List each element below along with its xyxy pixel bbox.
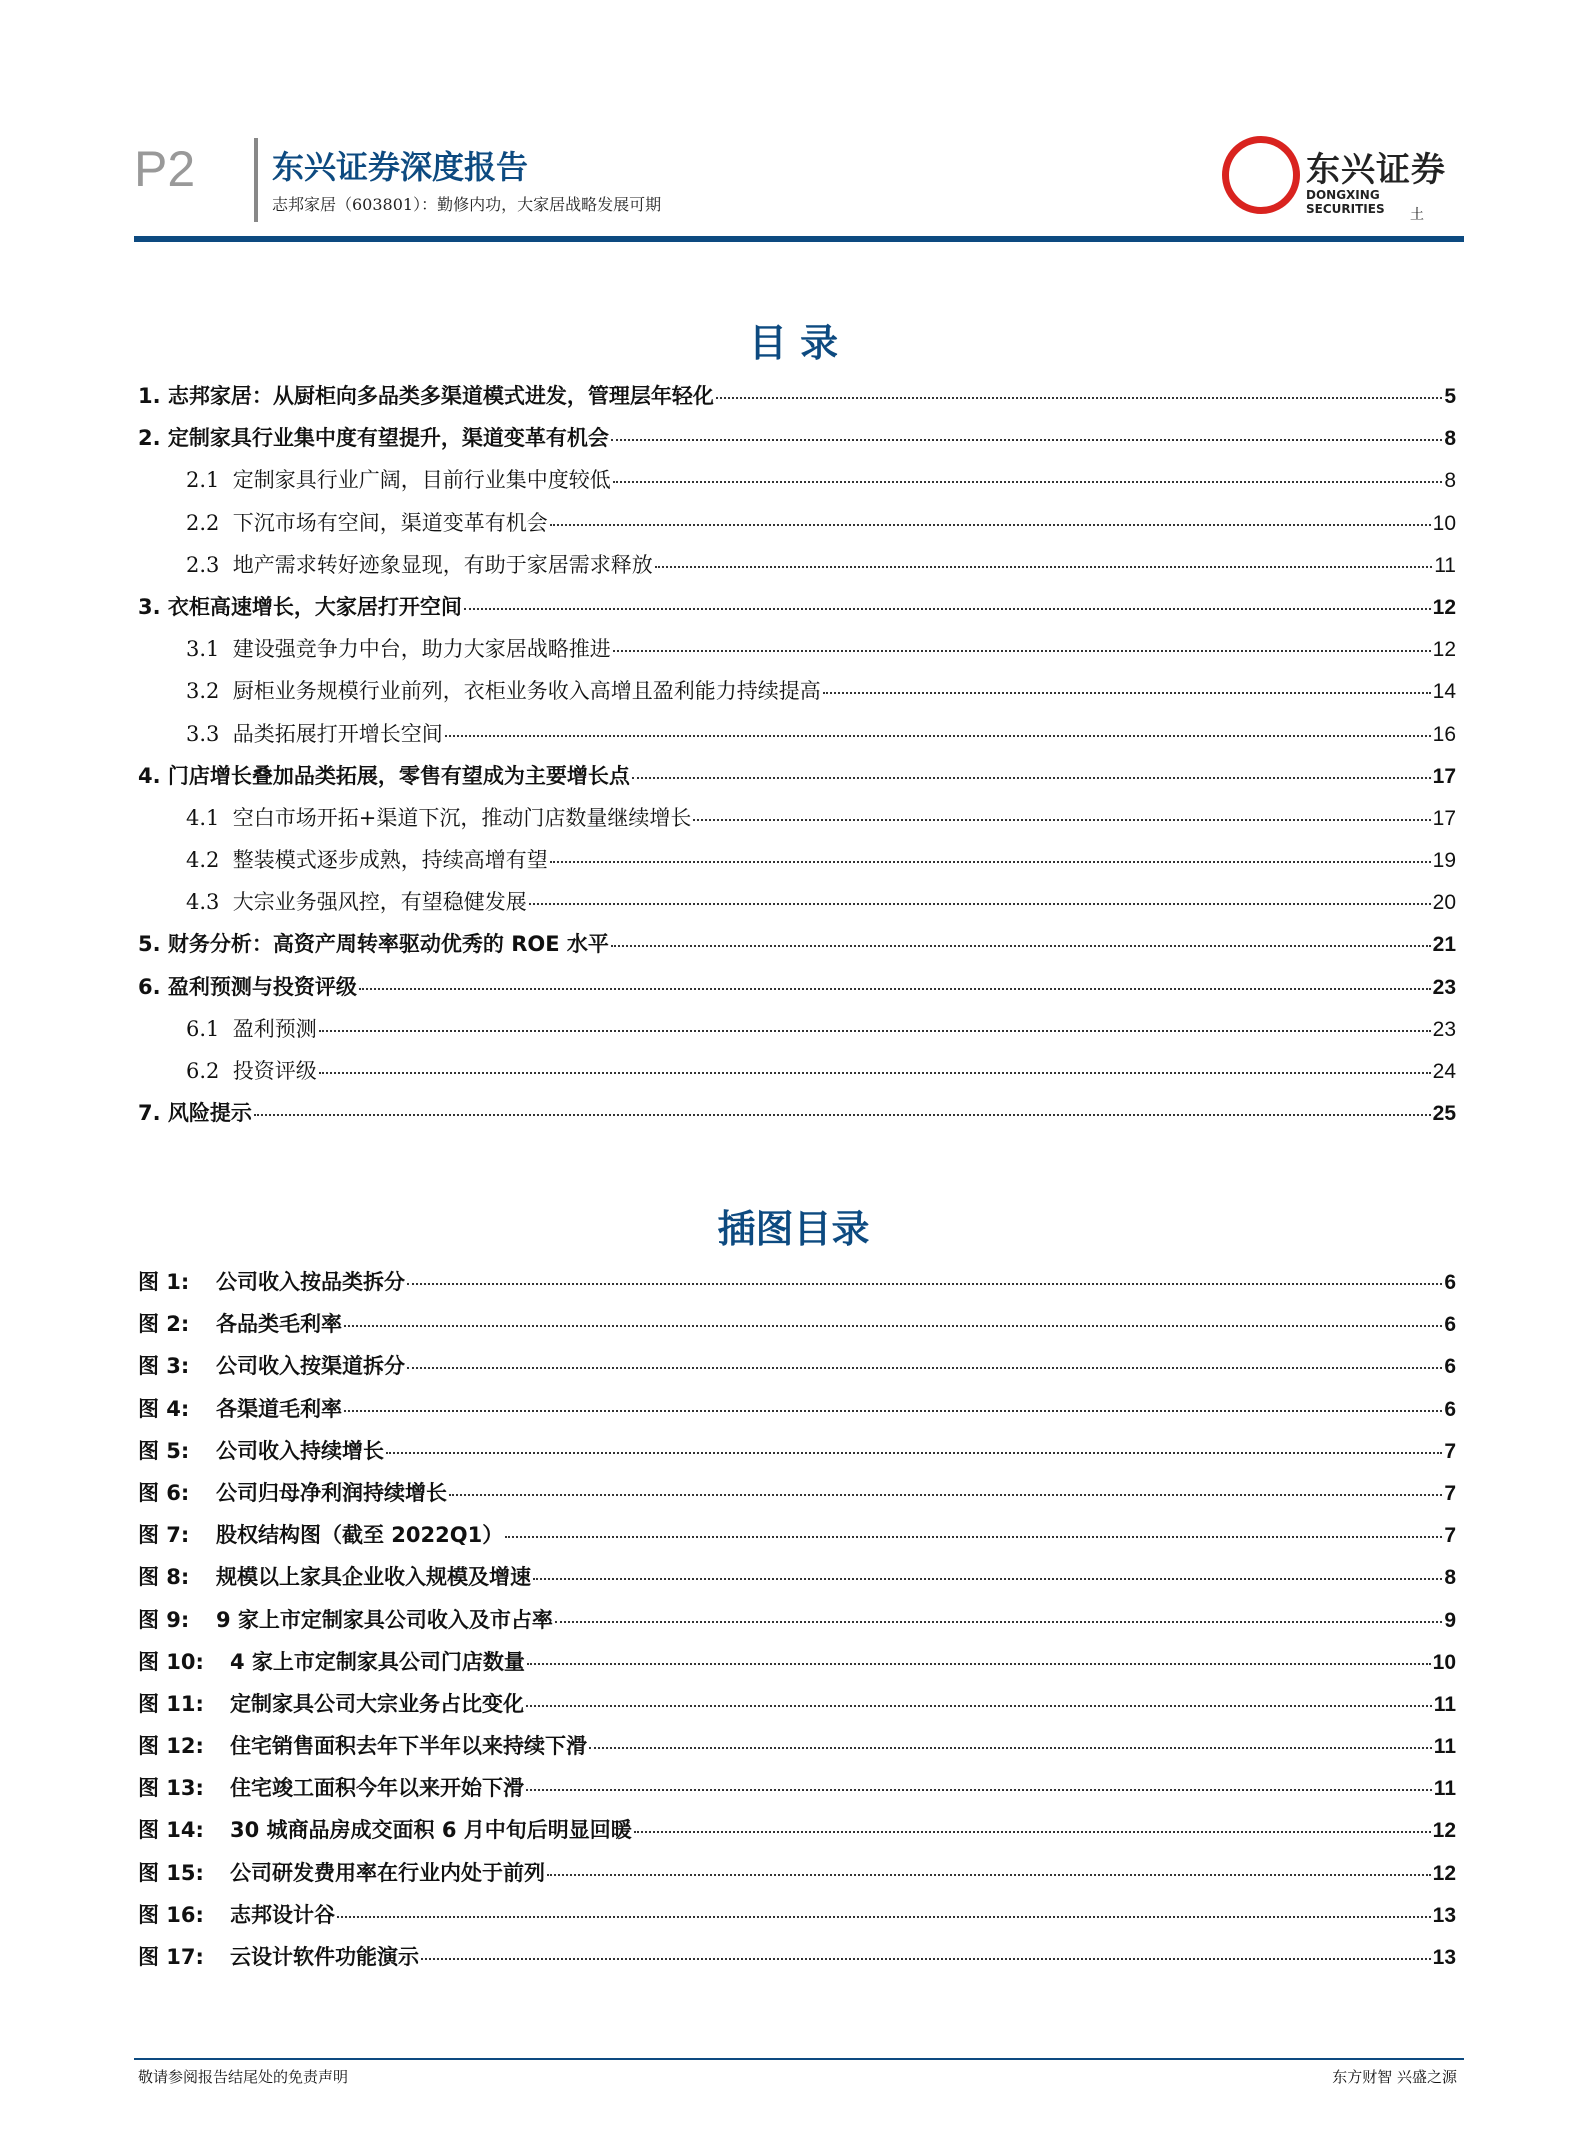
toc-entry-label: 4. 门店增长叠加品类拓展，零售有望成为主要增长点 xyxy=(138,763,630,788)
figure-entry[interactable] xyxy=(138,1561,1456,1603)
toc-entry-label: 5. 财务分析：高资产周转率驱动优秀的 ROE 水平 xyxy=(138,932,609,957)
toc-entry[interactable] xyxy=(138,971,1456,1013)
figure-page: 12 xyxy=(1432,1861,1456,1885)
toc-entry-page: 20 xyxy=(1432,891,1456,915)
dot-leader xyxy=(589,1747,1432,1749)
dot-leader xyxy=(550,861,1431,863)
toc-entry-label: 3.2 厨柜业务规模行业前列，衣柜业务收入高增且盈利能力持续提高 xyxy=(186,679,821,704)
figure-list xyxy=(138,1266,1456,1983)
figure-label: 住宅竣工面积今年以来开始下滑 xyxy=(230,1776,524,1801)
toc-entry[interactable] xyxy=(138,464,1456,506)
figure-number: 图 12: xyxy=(138,1734,204,1759)
toc-entry-label: 2.1 定制家具行业广阔，目前行业集中度较低 xyxy=(186,468,611,493)
figure-entry[interactable] xyxy=(138,1814,1456,1856)
toc-entry-page: 16 xyxy=(1432,722,1456,746)
figure-entry[interactable] xyxy=(138,1393,1456,1435)
figure-label: 各品类毛利率 xyxy=(216,1312,342,1337)
footer-rule xyxy=(134,2058,1464,2060)
figure-entry[interactable] xyxy=(138,1350,1456,1392)
logo-small-mark: 土 xyxy=(1410,207,1424,223)
toc-entry-page: 12 xyxy=(1432,595,1456,619)
figure-label: 各渠道毛利率 xyxy=(216,1396,342,1421)
toc-entry[interactable] xyxy=(138,1097,1456,1139)
toc-entry-label: 6.2 投资评级 xyxy=(186,1059,317,1083)
figure-label: 4 家上市定制家具公司门店数量 xyxy=(230,1649,525,1674)
dot-leader xyxy=(254,1114,1431,1116)
dot-leader xyxy=(716,397,1442,399)
figure-label: 志邦设计谷 xyxy=(230,1902,335,1927)
toc-entry-page: 10 xyxy=(1432,511,1456,535)
figure-number: 图 11: xyxy=(138,1691,204,1716)
figure-label: 定制家具公司大宗业务占比变化 xyxy=(230,1691,524,1716)
toc-entry-label: 1. 志邦家居：从厨柜向多品类多渠道模式进发，管理层年轻化 xyxy=(138,384,714,408)
toc-entry-label: 2.3 地产需求转好迹象显现，有助于家居需求释放 xyxy=(186,552,653,577)
dot-leader xyxy=(823,692,1431,694)
toc-entry-label: 4.2 整装模式逐步成熟，持续高增有望 xyxy=(186,848,548,873)
toc-entry[interactable] xyxy=(138,591,1456,633)
table-of-contents xyxy=(138,380,1456,1139)
header-rule xyxy=(134,236,1464,242)
figure-entry[interactable] xyxy=(138,1266,1456,1308)
figure-entry[interactable] xyxy=(138,1941,1456,1983)
figure-entry[interactable] xyxy=(138,1899,1456,1941)
dot-leader xyxy=(526,1789,1432,1791)
figure-label: 云设计软件功能演示 xyxy=(230,1945,419,1969)
logo-mark-icon xyxy=(1222,136,1300,214)
figure-page: 11 xyxy=(1433,1735,1456,1759)
footer-slogan: 东方财智 兴盛之源 xyxy=(1332,2068,1457,2086)
figure-page: 12 xyxy=(1432,1819,1456,1843)
figure-label: 规模以上家具企业收入规模及增速 xyxy=(216,1565,531,1590)
figure-page: 6 xyxy=(1444,1271,1456,1294)
toc-entry-page: 17 xyxy=(1432,764,1456,788)
figure-number: 图 13: xyxy=(138,1776,204,1801)
toc-entry[interactable] xyxy=(138,844,1456,886)
toc-title: 目 录 xyxy=(748,321,839,365)
toc-entry[interactable] xyxy=(138,422,1456,464)
dot-leader xyxy=(344,1410,1442,1412)
figure-number: 图 6: xyxy=(138,1480,190,1505)
toc-entry-page: 14 xyxy=(1432,680,1456,704)
dot-leader xyxy=(634,1831,1431,1833)
figure-label: 9 家上市定制家具公司收入及市占率 xyxy=(216,1607,553,1632)
figure-number: 图 17: xyxy=(138,1945,204,1969)
toc-entry-page: 11 xyxy=(1434,553,1456,577)
figure-number: 图 2: xyxy=(138,1312,190,1337)
toc-entry-label: 3.3 品类拓展打开增长空间 xyxy=(186,721,443,746)
figure-page: 13 xyxy=(1432,1946,1456,1969)
toc-entry[interactable] xyxy=(138,1013,1456,1055)
dot-leader xyxy=(533,1578,1442,1580)
toc-entry-label: 3.1 建设强竞争力中台，助力大家居战略推进 xyxy=(186,637,611,662)
dot-leader xyxy=(337,1916,1431,1918)
figure-entry[interactable] xyxy=(138,1435,1456,1477)
figure-number: 图 3: xyxy=(138,1354,190,1379)
figure-entry[interactable] xyxy=(138,1688,1456,1730)
dot-leader xyxy=(407,1367,1442,1369)
figure-page: 6 xyxy=(1444,1313,1456,1337)
toc-entry-page: 25 xyxy=(1432,1102,1456,1126)
toc-entry[interactable] xyxy=(138,760,1456,802)
logo-text-en: DONGXING SECURITIES xyxy=(1306,188,1385,216)
figure-number: 图 16: xyxy=(138,1902,204,1927)
figure-number: 图 7: xyxy=(138,1523,190,1548)
figure-page: 6 xyxy=(1444,1355,1456,1379)
toc-entry[interactable] xyxy=(138,507,1456,549)
dot-leader xyxy=(407,1283,1442,1285)
figure-label: 公司收入按品类拆分 xyxy=(216,1270,405,1294)
dot-leader xyxy=(527,1663,1431,1665)
figure-page: 13 xyxy=(1432,1903,1456,1927)
figure-page: 11 xyxy=(1433,1692,1456,1716)
figure-label: 公司收入按渠道拆分 xyxy=(216,1354,405,1379)
toc-entry[interactable] xyxy=(138,886,1456,928)
toc-entry[interactable] xyxy=(138,675,1456,717)
page-number: P2 xyxy=(134,141,196,197)
figure-page: 11 xyxy=(1433,1777,1456,1801)
figure-list-title: 插图目录 xyxy=(717,1207,870,1251)
footer-disclaimer: 敬请参阅报告结尾处的免责声明 xyxy=(138,2068,349,2086)
figure-label: 公司归母净利润持续增长 xyxy=(216,1480,447,1505)
toc-entry-page: 23 xyxy=(1432,975,1456,999)
figure-page: 7 xyxy=(1444,1481,1456,1505)
header-divider xyxy=(254,138,258,222)
figure-page: 6 xyxy=(1444,1397,1456,1421)
figure-entry[interactable] xyxy=(138,1308,1456,1350)
toc-entry-page: 24 xyxy=(1432,1060,1456,1083)
dot-leader xyxy=(611,439,1442,441)
report-subtitle: 志邦家居（603801）：勤修内功，大家居战略发展可期 xyxy=(272,195,662,214)
toc-entry[interactable] xyxy=(138,802,1456,844)
figure-entry[interactable] xyxy=(138,1730,1456,1772)
dot-leader xyxy=(613,481,1443,483)
figure-number: 图 1: xyxy=(138,1270,190,1294)
dot-leader xyxy=(449,1494,1442,1496)
toc-entry[interactable] xyxy=(138,549,1456,591)
toc-entry[interactable] xyxy=(138,1055,1456,1097)
figure-number: 图 15: xyxy=(138,1860,204,1885)
dot-leader xyxy=(319,1030,1431,1032)
dot-leader xyxy=(464,608,1431,610)
figure-page: 9 xyxy=(1444,1608,1456,1632)
toc-entry-page: 17 xyxy=(1432,806,1456,830)
toc-entry-page: 8 xyxy=(1444,427,1456,451)
dot-leader xyxy=(526,1705,1432,1707)
toc-entry-page: 8 xyxy=(1444,469,1456,493)
toc-entry-label: 4.1 空白市场开拓+渠道下沉，推动门店数量继续增长 xyxy=(186,805,692,830)
figure-number: 图 4: xyxy=(138,1396,190,1421)
figure-entry[interactable] xyxy=(138,1519,1456,1561)
figure-label: 30 城商品房成交面积 6 月中旬后明显回暖 xyxy=(230,1818,632,1843)
toc-entry-label: 6.1 盈利预测 xyxy=(186,1016,317,1041)
dot-leader xyxy=(421,1958,1431,1960)
dot-leader xyxy=(555,1621,1442,1623)
figure-entry[interactable] xyxy=(138,1477,1456,1519)
toc-entry-page: 5 xyxy=(1444,385,1456,408)
dot-leader xyxy=(359,988,1431,990)
dot-leader xyxy=(550,524,1431,526)
toc-entry-label: 4.3 大宗业务强风控，有望稳健发展 xyxy=(186,890,527,915)
toc-entry-page: 23 xyxy=(1432,1017,1456,1041)
toc-entry-label: 7. 风险提示 xyxy=(138,1101,252,1126)
figure-page: 7 xyxy=(1444,1524,1456,1548)
toc-entry[interactable] xyxy=(138,633,1456,675)
dot-leader xyxy=(505,1536,1442,1538)
dot-leader xyxy=(344,1325,1442,1327)
figure-page: 8 xyxy=(1444,1566,1456,1590)
figure-number: 图 10: xyxy=(138,1649,204,1674)
dot-leader xyxy=(613,650,1431,652)
figure-label: 住宅销售面积去年下半年以来持续下滑 xyxy=(230,1734,587,1759)
figure-entry[interactable] xyxy=(138,1772,1456,1814)
figure-entry[interactable] xyxy=(138,1646,1456,1688)
toc-entry-label: 3. 衣柜高速增长，大家居打开空间 xyxy=(138,594,462,619)
toc-entry-label: 2. 定制家具行业集中度有望提升，渠道变革有机会 xyxy=(138,426,609,451)
toc-entry[interactable] xyxy=(138,928,1456,970)
figure-label: 公司收入持续增长 xyxy=(216,1438,384,1463)
figure-page: 7 xyxy=(1444,1439,1456,1463)
dot-leader xyxy=(445,735,1431,737)
toc-entry-label: 6. 盈利预测与投资评级 xyxy=(138,974,357,999)
logo-text-cn: 东兴证券 xyxy=(1306,150,1446,190)
figure-label: 公司研发费用率在行业内处于前列 xyxy=(230,1860,545,1885)
figure-label: 股权结构图（截至 2022Q1） xyxy=(216,1523,504,1548)
figure-number: 图 14: xyxy=(138,1818,204,1843)
figure-number: 图 9: xyxy=(138,1607,190,1632)
dot-leader xyxy=(386,1452,1442,1454)
dot-leader xyxy=(693,819,1430,821)
toc-entry[interactable] xyxy=(138,718,1456,760)
figure-entry[interactable] xyxy=(138,1857,1456,1899)
figure-number: 图 8: xyxy=(138,1565,190,1590)
toc-entry-page: 12 xyxy=(1432,638,1456,662)
toc-entry-page: 21 xyxy=(1432,933,1456,957)
toc-entry-page: 19 xyxy=(1432,849,1456,873)
dot-leader xyxy=(529,903,1431,905)
dot-leader xyxy=(547,1874,1431,1876)
dongxing-logo xyxy=(1222,136,1462,216)
dot-leader xyxy=(632,777,1431,779)
figure-number: 图 5: xyxy=(138,1438,190,1463)
figure-entry[interactable] xyxy=(138,1604,1456,1646)
dot-leader xyxy=(655,566,1432,568)
report-title: 东兴证券深度报告 xyxy=(272,148,529,186)
dot-leader xyxy=(611,945,1431,947)
toc-entry[interactable] xyxy=(138,380,1456,422)
dot-leader xyxy=(319,1072,1431,1074)
figure-page: 10 xyxy=(1432,1650,1456,1674)
toc-entry-label: 2.2 下沉市场有空间，渠道变革有机会 xyxy=(186,510,548,535)
